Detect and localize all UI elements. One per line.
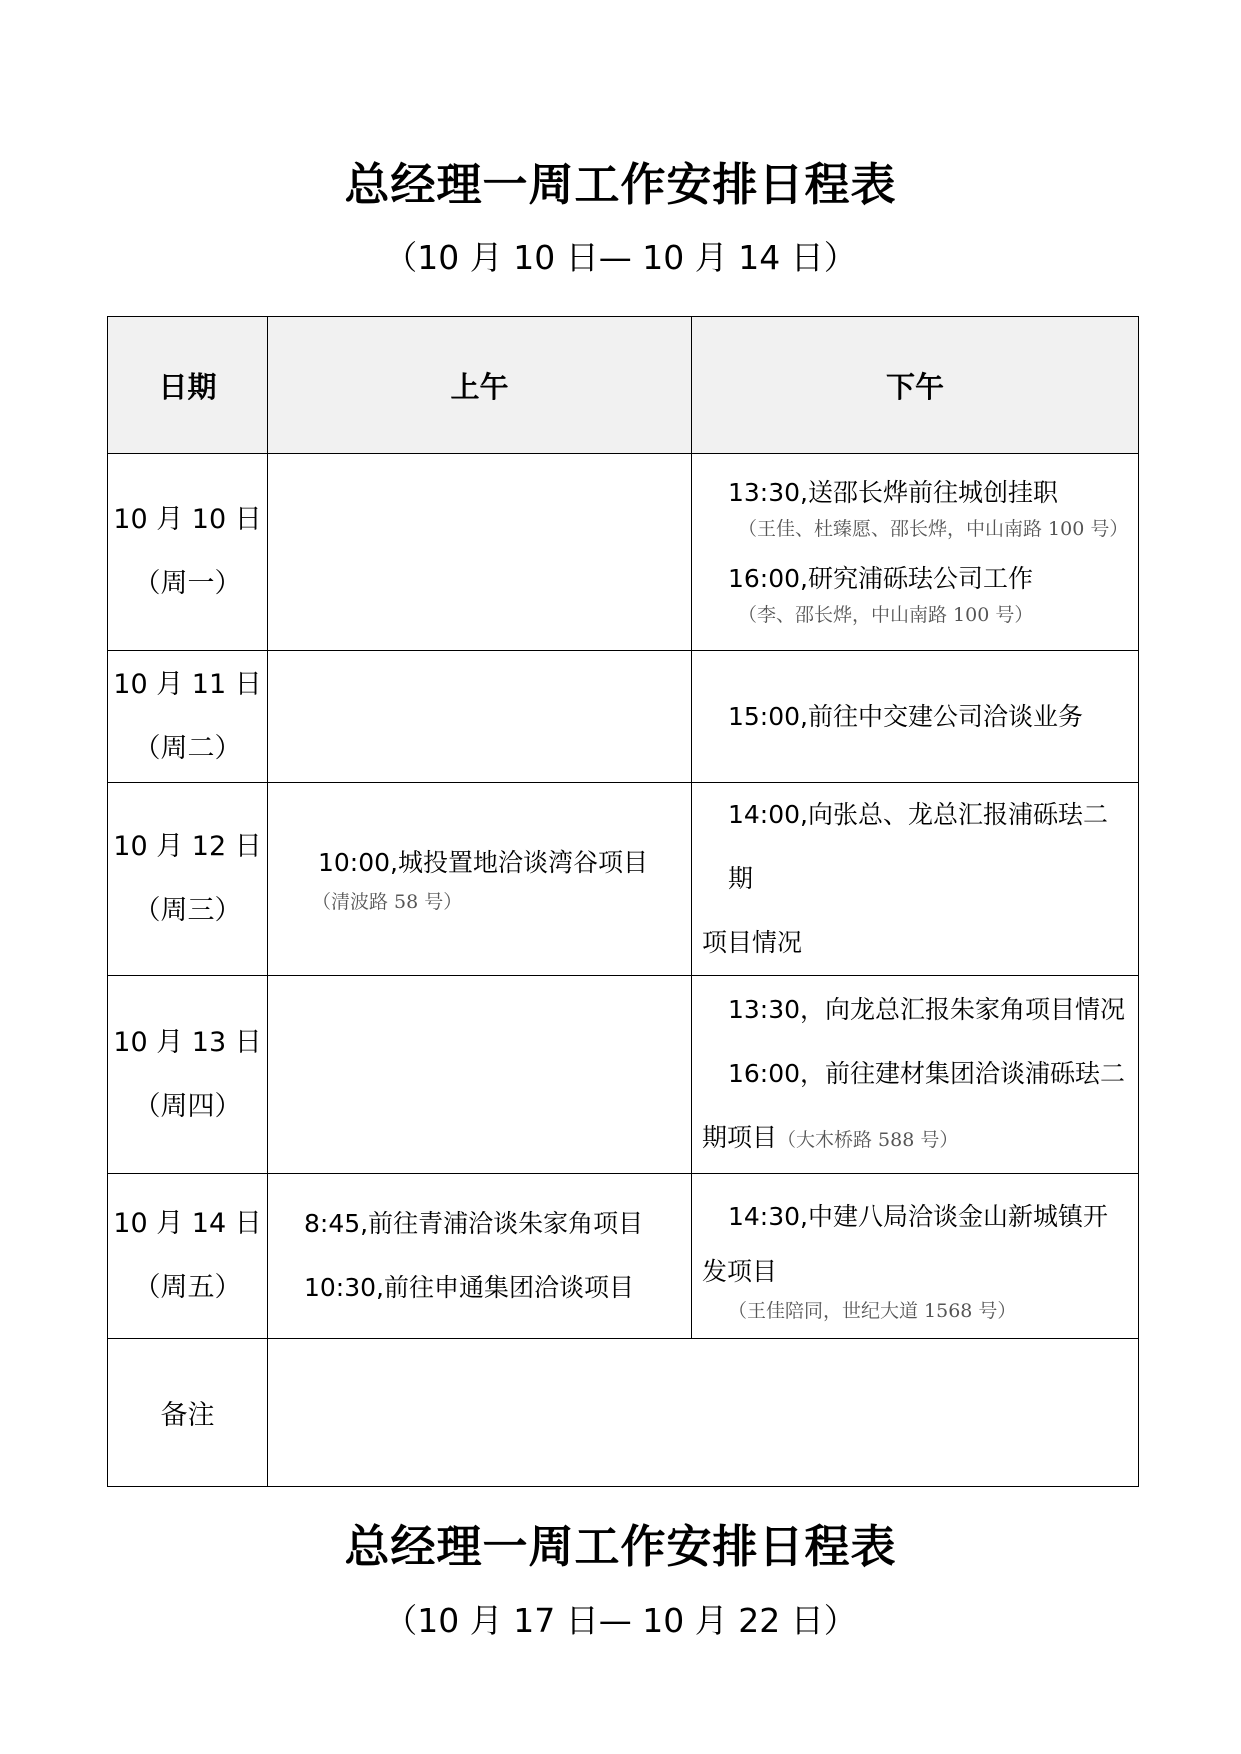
row-weekday: （周二） (133, 732, 242, 764)
table-row (108, 454, 1139, 651)
date-cell (108, 454, 268, 651)
afternoon-cell (692, 454, 1139, 651)
afternoon-cell (692, 651, 1139, 783)
morning-cell (268, 783, 692, 976)
entry-note: （王佳陪同，世纪大道 1568 号） (728, 1300, 1017, 1322)
row-weekday: （周三） (133, 895, 242, 926)
schedule-entry-continued: 项目情况 (702, 928, 803, 957)
row-date: 10 月 11 日 (113, 668, 262, 700)
date-cell (108, 976, 268, 1174)
row-weekday: （周四） (133, 1090, 242, 1122)
header-morning: 上午 (268, 317, 692, 454)
entry-note: （王佳、杜臻愿、邵长烨，中山南路 100 号） (738, 518, 1129, 540)
entry-note: （李、邵长烨，中山南路 100 号） (738, 604, 1034, 626)
schedule-table (107, 316, 1139, 1487)
schedule-entry: 16:00，前往建材集团洽谈浦砾珐二 (728, 1058, 1126, 1088)
afternoon-cell (692, 976, 1139, 1174)
date-cell (108, 651, 268, 783)
table-header-row (108, 317, 1139, 454)
schedule-entry: 10:30,前往申通集团洽谈项目 (304, 1273, 634, 1302)
schedule-date-range: （10 月 10 日— 10 月 14 日） (384, 238, 857, 277)
schedule-entry: 15:00,前往中交建公司洽谈业务 (728, 702, 1083, 731)
table-row (108, 1174, 1139, 1339)
table-row (108, 651, 1139, 783)
morning-cell (268, 976, 692, 1174)
schedule-entry-continued: 发项目 (702, 1257, 778, 1286)
schedule-entry: 14:00,向张总、龙总汇报浦砾珐二期 (728, 800, 1108, 893)
schedule-entry-continued (692, 1106, 1138, 1172)
morning-cell (268, 1174, 692, 1339)
schedule-entry: 14:30,中建八局洽谈金山新城镇开 (728, 1202, 1108, 1231)
remark-row (108, 1339, 1139, 1487)
morning-cell (268, 454, 692, 651)
date-cell (108, 783, 268, 976)
entry-continued-text: 期项目 (702, 1122, 778, 1152)
schedule-entry: 13:30，向龙总汇报朱家角项目情况 (728, 994, 1126, 1024)
header-afternoon: 下午 (692, 317, 1139, 454)
remark-content (268, 1339, 1139, 1487)
row-date: 10 月 12 日 (113, 831, 262, 862)
header-date: 日期 (108, 317, 268, 454)
table-row (108, 783, 1139, 976)
entry-note: （大木桥路 588 号） (777, 1128, 959, 1151)
date-cell (108, 1174, 268, 1339)
schedule-entry: 8:45,前往青浦洽谈朱家角项目 (304, 1209, 644, 1238)
schedule-title: 总经理一周工作安排日程表 (344, 158, 897, 211)
afternoon-cell (692, 1174, 1139, 1339)
schedule-entry: 13:30,送邵长烨前往城创挂职 (728, 478, 1058, 507)
row-date: 10 月 14 日 (113, 1208, 262, 1239)
row-date: 10 月 10 日 (113, 504, 262, 535)
table-row (108, 976, 1139, 1174)
schedule-date-range-next-week: （10 月 17 日— 10 月 22 日） (384, 1601, 857, 1640)
remark-label: 备注 (108, 1339, 268, 1487)
entry-note: （清波路 58 号） (312, 891, 463, 913)
schedule-entry: 10:00,城投置地洽谈湾谷项目 (318, 848, 648, 877)
row-weekday: （周五） (133, 1272, 242, 1303)
schedule-entry: 16:00,研究浦砾珐公司工作 (728, 564, 1033, 593)
row-date: 10 月 13 日 (113, 1026, 262, 1058)
afternoon-cell (692, 783, 1139, 976)
row-weekday: （周一） (133, 568, 242, 599)
morning-cell (268, 651, 692, 783)
schedule-title-next-week: 总经理一周工作安排日程表 (344, 1520, 897, 1573)
